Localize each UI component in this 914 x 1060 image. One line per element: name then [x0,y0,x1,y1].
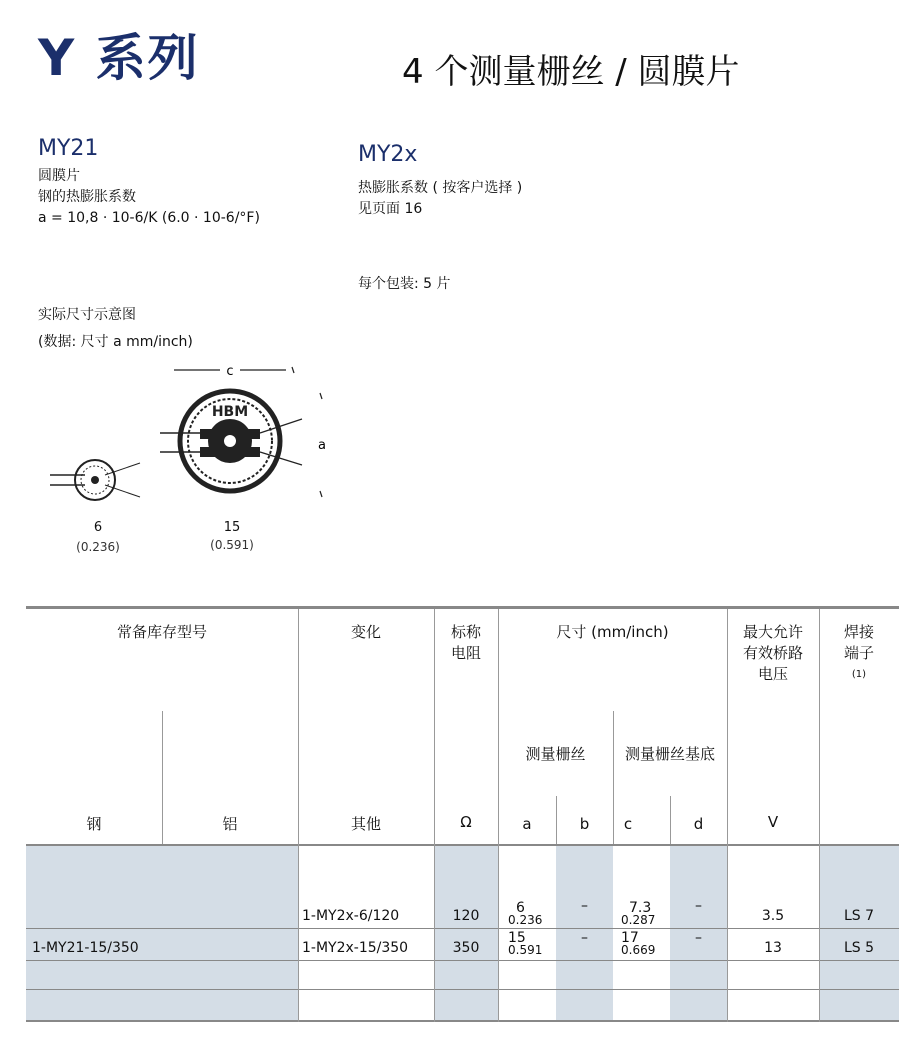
small-gauge-size: 6 [93,520,103,535]
header-terminal-l1: 焊接 [843,623,874,641]
row1-c-mm: 7.3 [629,900,652,916]
header-d: d [693,815,704,833]
diagram-caption-2: (数据: 尺寸 a mm/inch) [38,334,193,350]
header-max-voltage-l1: 最大允许 [742,623,803,641]
hbm-logo-text: HBM [211,404,249,420]
small-rosette-gauge [50,460,140,500]
my2x-line-expansion: 热膨胀系数 ( 按客户选择 ) [358,180,523,196]
large-gauge-size-inch: (0.591) [210,538,254,552]
diagram-caption-1: 实际尺寸示意图 [38,307,136,323]
row1-c [621,902,655,926]
header-stock-types: 常备库存型号 [116,623,207,641]
label-a: a [318,438,326,453]
my21-line-coefficient: a = 10,8 · 10-6/K (6.0 · 10-6/°F) [38,210,260,226]
my21-line-type: 圆膜片 [38,168,80,184]
packaging-note: 每个包装: 5 片 [358,276,451,292]
model-my2x-title: MY2x [358,142,418,167]
my21-line-expansion: 钢的热膨胀系数 [38,189,136,205]
small-gauge-size-inch: (0.236) [76,540,120,554]
header-steel: 钢 [86,815,102,833]
gauge-diagram [40,355,340,515]
row2-a [508,932,542,956]
header-max-voltage [727,622,819,685]
row1-c-inch: 0.287 [621,913,656,927]
row2-resistance: 350 [452,940,480,956]
series-title: Y 系列 [38,29,200,87]
row2-voltage: 13 [764,940,782,956]
page-subtitle: 4 个测量栅丝 / 圆膜片 [402,52,740,92]
row1-a-inch: 0.236 [508,913,543,927]
row1-d: – [695,898,702,914]
row2-c-inch: 0.669 [621,943,656,957]
row2-c [621,932,655,956]
row1-b: – [581,898,588,914]
my21-description [38,166,260,229]
header-variation: 变化 [350,623,381,641]
row2-terminal: LS 5 [843,940,875,956]
row1-resistance: 120 [452,908,480,924]
header-max-voltage-l3: 电压 [757,665,788,683]
model-my21-title: MY21 [38,136,99,161]
row2-b: – [581,930,588,946]
header-grid-carrier: 测量栅丝基底 [624,745,715,763]
my2x-description [358,178,522,220]
row1-a [508,902,542,926]
header-grid: 测量栅丝 [525,745,586,763]
header-terminal-note: (1) [851,669,867,680]
header-max-voltage-l2: 有效桥路 [742,644,803,662]
header-b: b [579,815,590,833]
label-c: c [226,364,234,379]
large-rosette-gauge [160,391,302,491]
header-nominal-resistance-l2: 电阻 [450,644,481,662]
header-dimensions: 尺寸 (mm/inch) [556,623,669,641]
header-other: 其他 [350,815,381,833]
header-terminal-l2: 端子 [843,644,874,662]
row2-other: 1-MY2x-15/350 [302,940,409,956]
row1-a-mm: 6 [516,900,525,916]
row1-other: 1-MY2x-6/120 [302,908,400,924]
row1-voltage: 3.5 [761,908,785,924]
header-a: a [522,815,532,833]
header-nominal-resistance [434,622,498,664]
row2-c-mm: 17 [621,930,639,946]
header-v: V [767,813,779,831]
header-ohm: Ω [460,813,472,831]
large-gauge-size: 15 [223,520,241,535]
row2-a-mm: 15 [508,930,526,946]
header-aluminium: 铝 [222,815,238,833]
product-table [26,606,899,1022]
row2-steel: 1-MY21-15/350 [32,940,139,956]
header-nominal-resistance-l1: 标称 [450,623,481,641]
header-c: c [623,815,633,833]
row2-d: – [695,930,702,946]
row1-terminal: LS 7 [843,908,875,924]
my2x-line-seepage: 见页面 16 [358,201,423,217]
row2-a-inch: 0.591 [508,943,543,957]
header-terminal [819,622,899,685]
